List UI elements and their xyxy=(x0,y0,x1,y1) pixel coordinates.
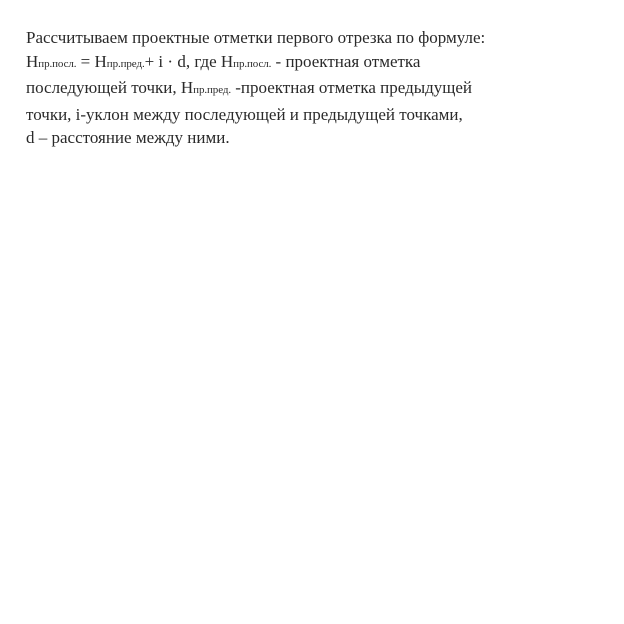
definition-text: - проектная отметка xyxy=(271,51,421,71)
h-symbol: H xyxy=(220,51,234,71)
distance-definition-line: d – расстояние между ними. xyxy=(26,128,230,147)
h-symbol: H xyxy=(26,51,39,71)
h-subscript: пр.посл. xyxy=(233,57,272,70)
h-subscript: пр.посл. xyxy=(38,57,77,70)
equals-sign: = xyxy=(76,51,95,71)
definition-text: -проектная отметка предыдущей xyxy=(230,78,473,97)
intro-line: Рассчитываем проектные отметки первого отрезка по формуле: xyxy=(26,28,486,47)
definition-line xyxy=(26,76,586,103)
definition-text: последующей точки, xyxy=(26,78,181,97)
slope-definition-line: точки, i-уклон между последующей и предыдущей точками, xyxy=(26,104,463,124)
h-subscript: пр.пред. xyxy=(193,84,231,96)
h-subscript: пр.пред. xyxy=(106,57,145,70)
h-symbol: H xyxy=(94,51,107,71)
h-symbol: H xyxy=(180,78,194,97)
formula-rest: + i · d, где xyxy=(144,51,221,71)
formula-explanation-text xyxy=(26,26,586,150)
formula-line xyxy=(26,50,586,77)
